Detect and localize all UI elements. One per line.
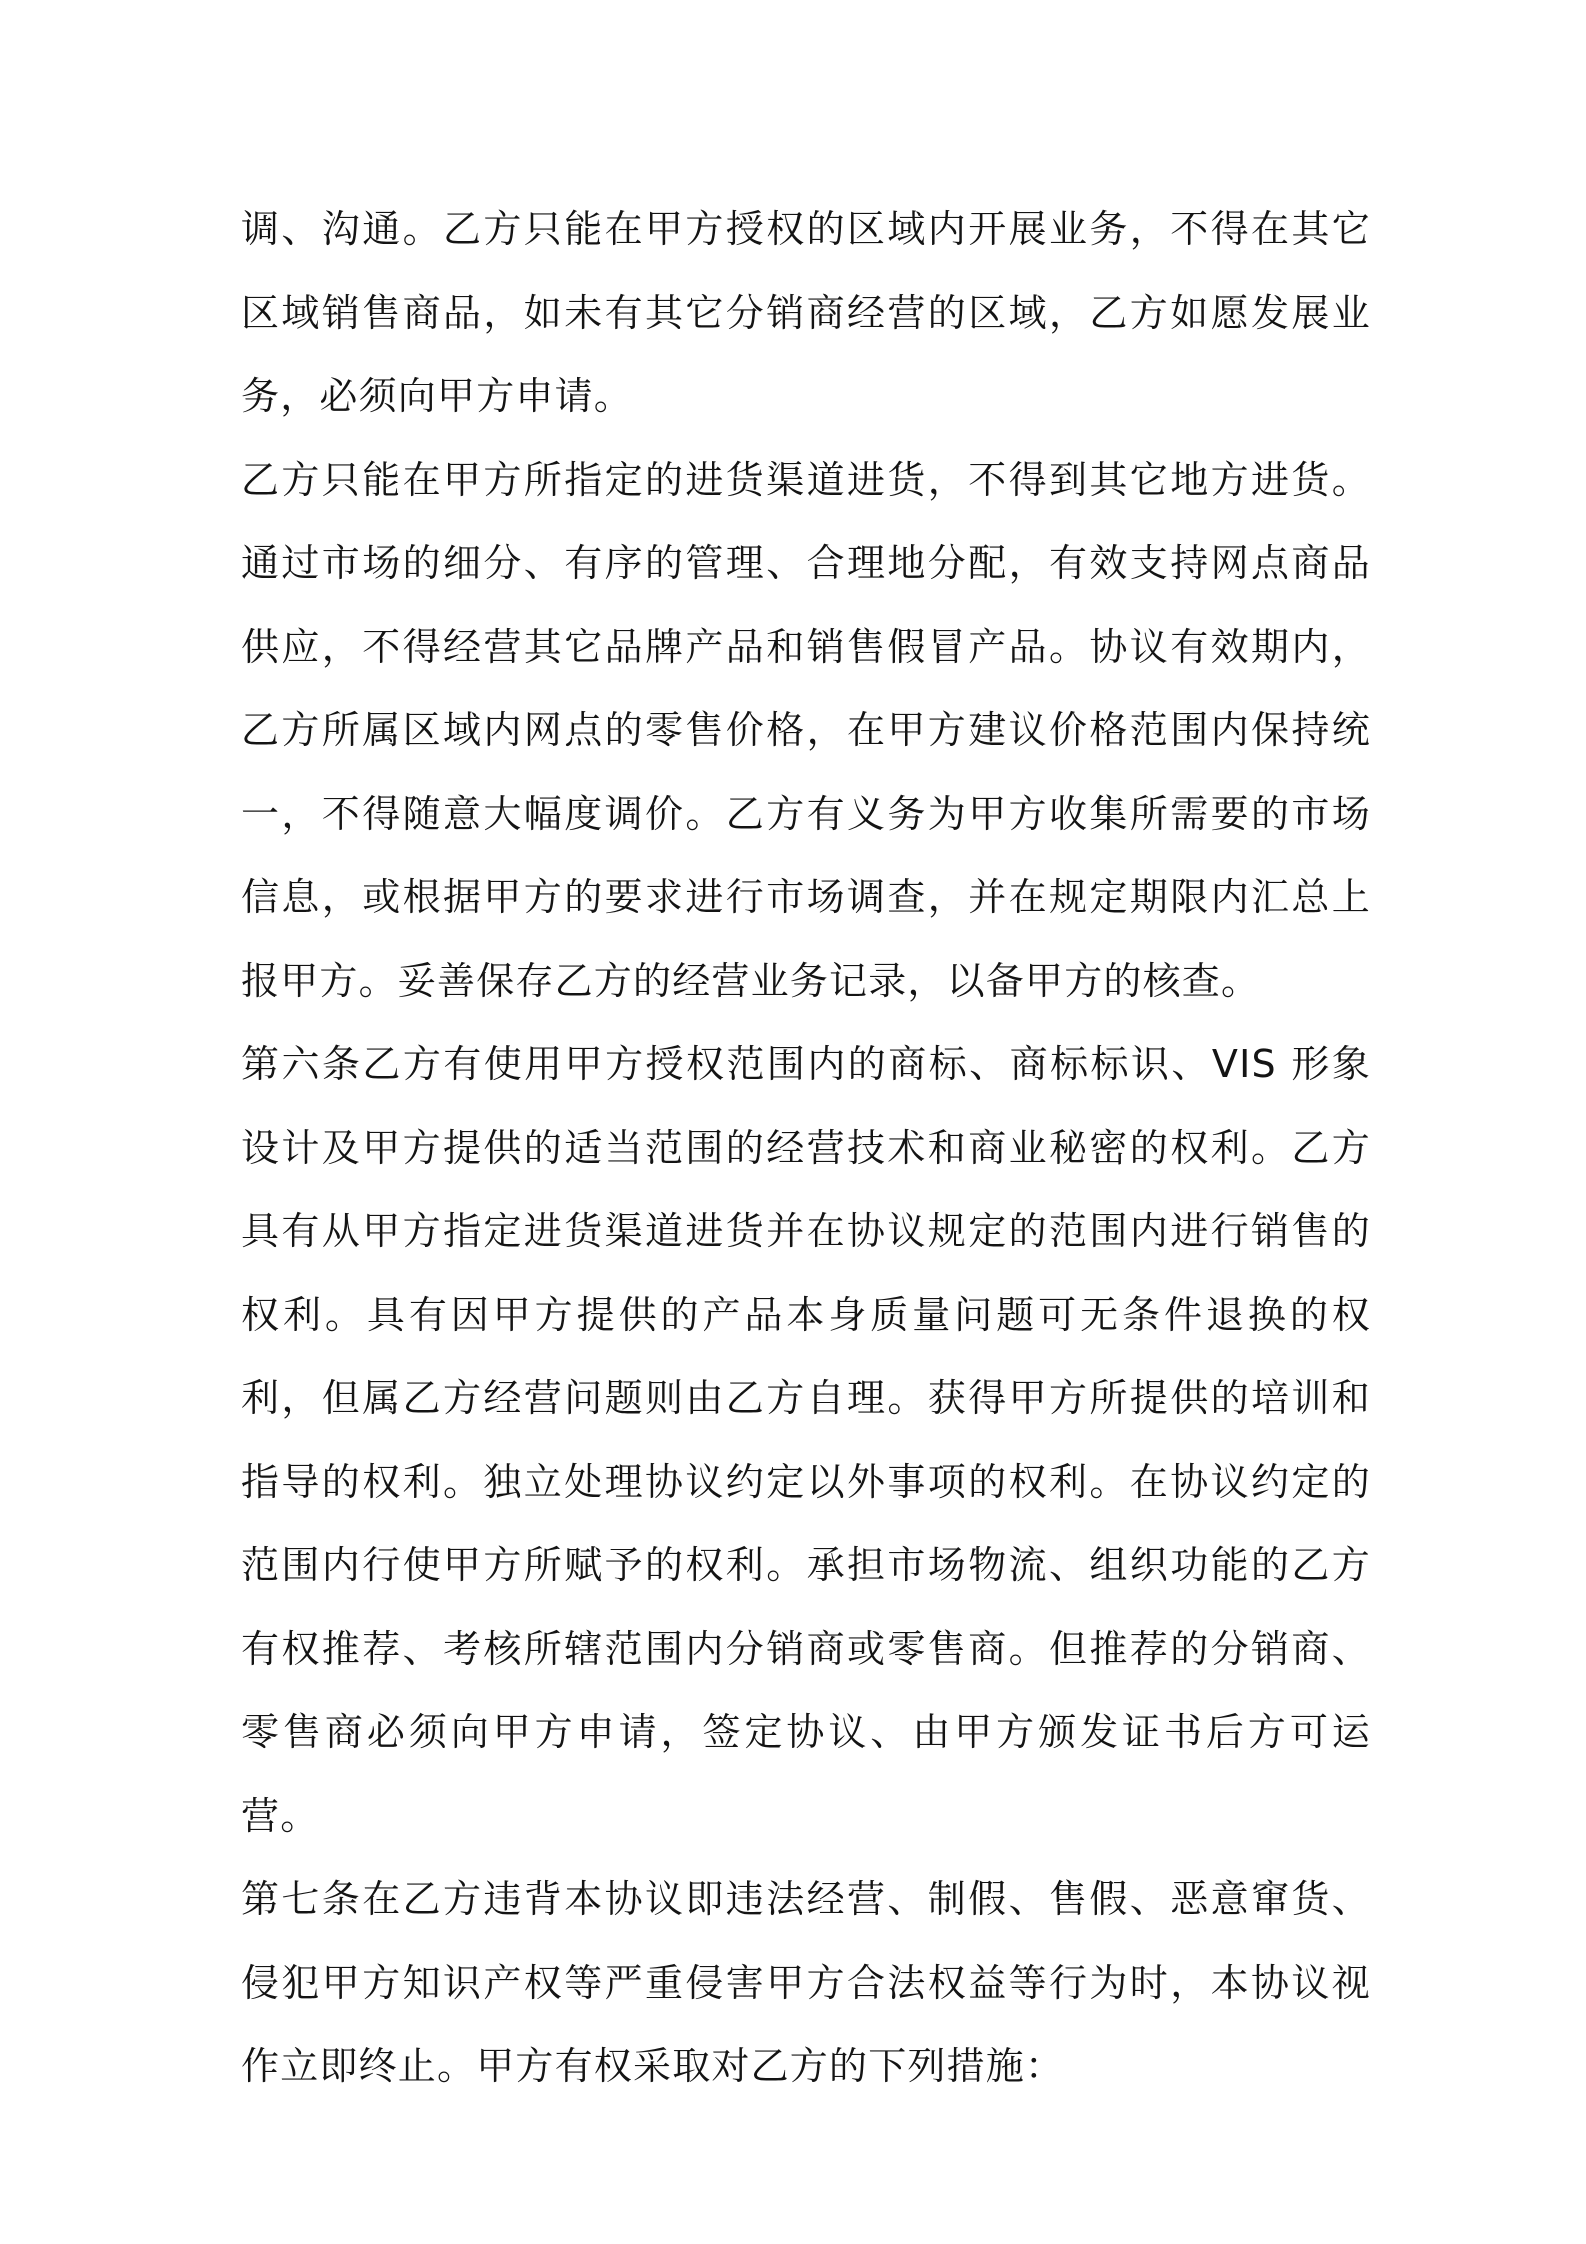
paragraph-2: 乙方只能在甲方所指定的进货渠道进货，不得到其它地方进货。通过市场的细分、有序的管理、合理地分配，有效支持网点商品供应，不得经营其它品牌产品和销售假冒产品。协议有效期内，乙方所属区域内网点的零售价格，在甲方建议价格范围内保持统一，不得随意大幅度调价。乙方有义务为甲方收集所需要的市场信息，或根据甲方的要求进行市场调查，并在规定期限内汇总上报甲方。妥善保存乙方的经营业务记录，以备甲方的核查。 [241, 457, 1371, 1003]
paragraph-4: 第七条在乙方违背本协议即违法经营、制假、售假、恶意窜货、侵犯甲方知识产权等严重侵害甲方合法权益等行为时，本协议视作立即终止。甲方有权采取对乙方的下列措施： [241, 1877, 1371, 2088]
paragraph-1: 调、沟通。乙方只能在甲方授权的区域内开展业务，不得在其它区域销售商品，如未有其它分销商经营的区域，乙方如愿发展业务，必须向甲方申请。 [241, 207, 1371, 418]
paragraph-3: 第六条乙方有使用甲方授权范围内的商标、商标标识、VIS 形象设计及甲方提供的适当范围的经营技术和商业秘密的权利。乙方具有从甲方指定进货渠道进货并在协议规定的范围内进行销售的权利。具有因甲方提供的产品本身质量问题可无条件退换的权利，但属乙方经营问题则由乙方自理。获得甲方所提供的培训和指导的权利。独立处理协议约定以外事项的权利。在协议约定的范围内行使甲方所赋予的权利。承担市场物流、组织功能的乙方有权推荐、考核所辖范围内分销商或零售商。但推荐的分销商、零售商必须向甲方申请，签定协议、由甲方颁发证书后方可运营。 [241, 1042, 1371, 1838]
document-body [241, 188, 1371, 2109]
